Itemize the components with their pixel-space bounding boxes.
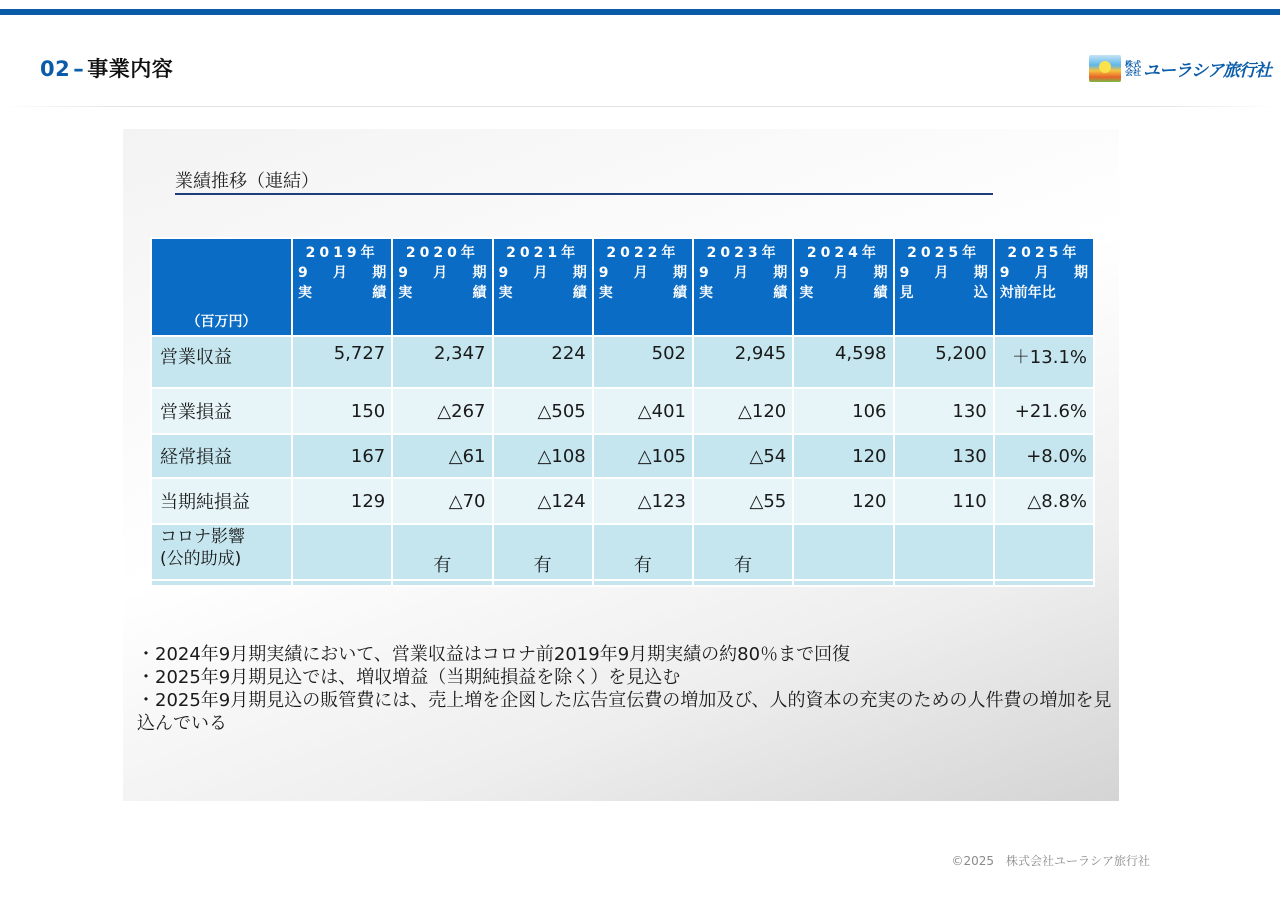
table-cell: △108 <box>493 434 593 478</box>
row-label: 営業収益 <box>151 336 292 388</box>
section-title: 業績推移（連結） <box>175 171 319 192</box>
title-dash: – <box>73 57 85 81</box>
table-row <box>151 478 1094 524</box>
table-cell: △55 <box>693 478 793 524</box>
footer-copyright: ©2025 株式会社ユーラシア旅行社 <box>951 854 1150 868</box>
table-cell: 2,347 <box>392 336 492 388</box>
table-cell: 130 <box>894 388 994 434</box>
section-number: 02 <box>40 57 71 81</box>
table-cell <box>793 524 893 580</box>
table-cell: △8.8% <box>994 478 1094 524</box>
table-cell: 224 <box>493 336 593 388</box>
table-cell: △61 <box>392 434 492 478</box>
table-cell: 150 <box>292 388 392 434</box>
table-cell: 有 <box>693 524 793 580</box>
table-cell: 5,200 <box>894 336 994 388</box>
table-row <box>151 336 1094 388</box>
table-cell: △105 <box>593 434 693 478</box>
table-cell: △505 <box>493 388 593 434</box>
notes-list <box>137 643 1112 735</box>
table-bottom-band <box>151 580 1094 586</box>
table-cell: ＋13.1% <box>994 336 1094 388</box>
table-cell: 有 <box>493 524 593 580</box>
table-cell: 有 <box>392 524 492 580</box>
table-cell <box>994 524 1094 580</box>
page-title <box>40 53 173 83</box>
table-header-row <box>151 238 1094 336</box>
table-cell: +8.0% <box>994 434 1094 478</box>
column-header: 2021年 9 月 期 実 績 <box>493 238 593 336</box>
table-cell: △120 <box>693 388 793 434</box>
row-label-covid: コロナ影響 (公的助成) <box>151 524 292 580</box>
section-underline <box>175 193 993 195</box>
column-header: 2020年 9 月 期 実 績 <box>392 238 492 336</box>
table-cell: 120 <box>793 434 893 478</box>
page-header <box>0 15 1280 107</box>
slide-image <box>123 129 1119 801</box>
column-header: 2022年 9 月 期 実 績 <box>593 238 693 336</box>
note-item: ・2024年9月期実績において、営業収益はコロナ前2019年9月期実績の約80％まで回復 <box>137 644 851 665</box>
table-cell: 4,598 <box>793 336 893 388</box>
table-cell: 106 <box>793 388 893 434</box>
table-cell: △70 <box>392 478 492 524</box>
table-cell <box>894 524 994 580</box>
header-divider <box>0 106 1280 107</box>
column-header: 2025年 9 月 期 見 込 <box>894 238 994 336</box>
table-cell: 5,727 <box>292 336 392 388</box>
performance-table <box>150 237 1095 587</box>
row-label: 営業損益 <box>151 388 292 434</box>
table-cell: △124 <box>493 478 593 524</box>
table-cell: 130 <box>894 434 994 478</box>
column-header: 2023年 9 月 期 実 績 <box>693 238 793 336</box>
logo-company-name: ユーラシア旅行社 <box>1143 61 1271 81</box>
section-name: 事業内容 <box>87 57 174 81</box>
column-header: 2019年 9 月 期 実 績 <box>292 238 392 336</box>
table-cell: 110 <box>894 478 994 524</box>
table-cell: △54 <box>693 434 793 478</box>
table-cell: 502 <box>593 336 693 388</box>
table-cell <box>292 524 392 580</box>
sunrise-logo-icon <box>1089 55 1121 82</box>
note-item: ・2025年9月期見込の販管費には、売上増を企図した広告宣伝費の増加及び、人的資本の充実のための人件費の増加を見込んでいる <box>137 690 1112 734</box>
table-cell: 129 <box>292 478 392 524</box>
row-label: 当期純損益 <box>151 478 292 524</box>
table-cell: △401 <box>593 388 693 434</box>
table-cell: 2,945 <box>693 336 793 388</box>
table-row <box>151 388 1094 434</box>
table-row-covid <box>151 524 1094 580</box>
table-cell: △123 <box>593 478 693 524</box>
column-header: 2025年 9 月 期 対前年比 <box>994 238 1094 336</box>
company-logo <box>1089 55 1271 82</box>
table-cell: 120 <box>793 478 893 524</box>
logo-corp-label: 株式 会社 <box>1125 59 1141 77</box>
table-row <box>151 434 1094 478</box>
table-cell: 有 <box>593 524 693 580</box>
table-cell: △267 <box>392 388 492 434</box>
row-label: 経常損益 <box>151 434 292 478</box>
unit-header: （百万円） <box>151 238 292 336</box>
column-header: 2024年 9 月 期 実 績 <box>793 238 893 336</box>
note-item: ・2025年9月期見込では、増収増益（当期純損益を除く）を見込む <box>137 667 681 688</box>
table-cell: 167 <box>292 434 392 478</box>
table-cell: +21.6% <box>994 388 1094 434</box>
